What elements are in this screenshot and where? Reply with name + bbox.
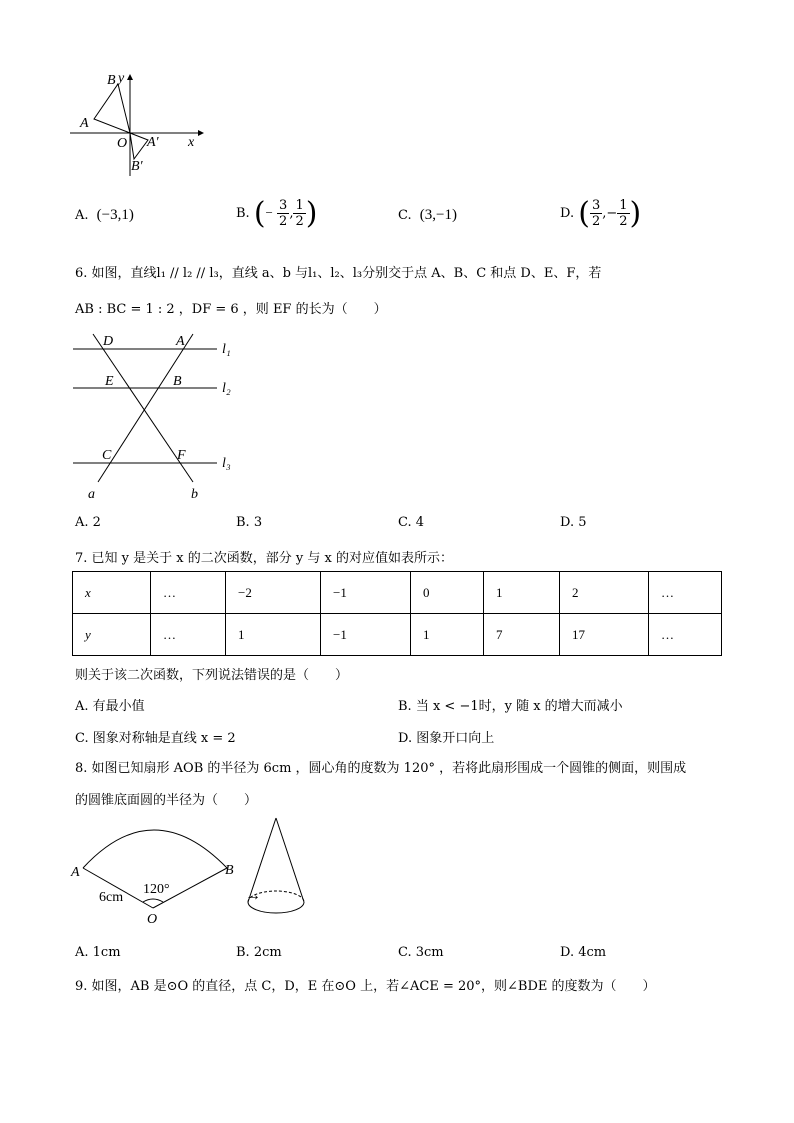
q5-option-d-frac1: $\frac{3}{2}$ [591,198,601,229]
label-b: b [191,487,198,502]
label-B-prime: B′ [131,159,143,174]
parallel-lines-figure [65,330,255,505]
q6-option-a: A. 2 [75,515,101,530]
label-A: A [71,865,80,880]
value-table [72,571,722,656]
q5-option-d-label: D. [560,206,575,221]
label-F: F [177,448,186,463]
q5-option-b-sign: − [265,205,273,220]
table-cell: 2 [560,572,649,614]
arrow-icon: → [245,887,261,904]
q6-option-d: D. 5 [560,515,587,530]
table-cell: … [649,572,722,614]
q9-stem-line1: 9. 如图，AB 是⊙O 的直径，点 C，D，E 在⊙O 上，若∠ACE = 20°，则∠BDE 的度数为（ ） [75,979,656,994]
q7-stem: 7. 已知 y 是关于 x 的二次函数，部分 y 与 x 的对应值如表所示： [75,551,453,566]
label-l1: l₁ [222,342,231,357]
triangle-AOB [94,84,130,133]
table-cell: … [151,614,226,656]
sector-cone-figure [65,812,325,932]
q6-stem-line1: 6. 如图，直线l₁ // l₂ // l₃，直线 a、b 与l₁、l₂、l₃分别交于点 A、B、C 和点 D、E、F，若 [75,266,602,281]
label-B: B [107,73,116,88]
q7-option-d: D. 图象开口向上 [398,731,495,746]
q6-option-c: C. 4 [398,515,425,530]
table-cell: 1 [411,614,484,656]
triangle-AprimeOBprime [130,133,148,159]
angle-arc [143,899,163,902]
table-row [73,572,722,614]
label-A: A [80,116,89,131]
q5-option-d-frac2: $\frac{1}{2}$ [619,198,628,229]
cone-side-left [248,818,276,902]
label-l2: l₂ [222,381,231,396]
q5-option-c-label: C. [398,208,412,223]
label-O: O [117,136,128,151]
q8-option-a: A. 1cm [75,945,121,960]
q5-option-d: D. ( $\frac{3}{2}$ ,− $\frac{1}{2}$ ) [560,196,642,231]
q5-option-b: B. (− $\frac{3}{2}$ , $\frac{1}{2}$ ) [236,196,318,231]
q5-option-a-label: A. [75,208,89,223]
label-C: C [102,448,112,463]
q5-option-c [398,207,457,224]
q6-stem-line2: AB : BC = 1 : 2 ，DF = 6 ，则 EF 的长为（ ） [75,302,387,317]
q8-stem-line2: 的圆锥底面圆的半径为（ ） [75,793,258,808]
label-angle: 120° [143,882,170,897]
y-axis-arrow [127,74,133,80]
q8-stem-line1: 8. 如图已知扇形 AOB 的半径为 6cm ，圆心角的度数为 120° ，若将此扇形围成一个圆锥的侧面，则围成 [75,761,687,776]
q8-option-b: B. 2cm [236,945,282,960]
label-l3: l₃ [222,456,231,471]
q7-option-b: B. 当 x < −1时，y 随 x 的增大而减小 [398,699,623,714]
table-cell: −1 [321,572,411,614]
q8-option-d: D. 4cm [560,945,607,960]
table-cell: 0 [411,572,484,614]
q5-option-a [75,207,134,224]
label-B: B [225,863,234,878]
x-axis-arrow [198,130,204,136]
q5-option-c-value: (3,−1) [419,207,457,223]
label-E: E [105,374,114,389]
label-O: O [147,912,158,927]
label-y: y [118,71,125,86]
q7-question: 则关于该二次函数，下列说法错误的是（ ） [75,668,349,683]
table-cell: −2 [226,572,321,614]
q8-option-c: C. 3cm [398,945,444,960]
label-x: x [188,135,195,150]
q7-option-a: A. 有最小值 [75,699,145,714]
table-cell: y [73,614,151,656]
label-radius: 6cm [99,890,124,905]
q5-option-a-value: (−3,1) [96,207,134,223]
sector-arc [83,830,227,868]
cone-side-right [276,818,304,902]
table-cell: 1 [226,614,321,656]
q5-option-b-label: B. [236,206,250,221]
table-cell: … [151,572,226,614]
table-cell: −1 [321,614,411,656]
table-cell: x [73,572,151,614]
coordinate-figure [60,66,210,181]
label-A-prime: A′ [147,135,159,150]
label-B: B [173,374,182,389]
label-D: D [103,334,114,349]
table-cell: 17 [560,614,649,656]
q5-option-b-frac1: $\frac{3}{2}$ [279,198,288,229]
q5-option-b-frac2: $\frac{1}{2}$ [295,198,304,229]
table-cell: 7 [484,614,560,656]
q7-option-c: C. 图象对称轴是直线 x = 2 [75,731,236,746]
label-a: a [88,487,95,502]
table-row [73,614,722,656]
label-A: A [176,334,185,349]
table-cell: 1 [484,572,560,614]
q6-option-b: B. 3 [236,515,263,530]
table-cell: … [649,614,722,656]
